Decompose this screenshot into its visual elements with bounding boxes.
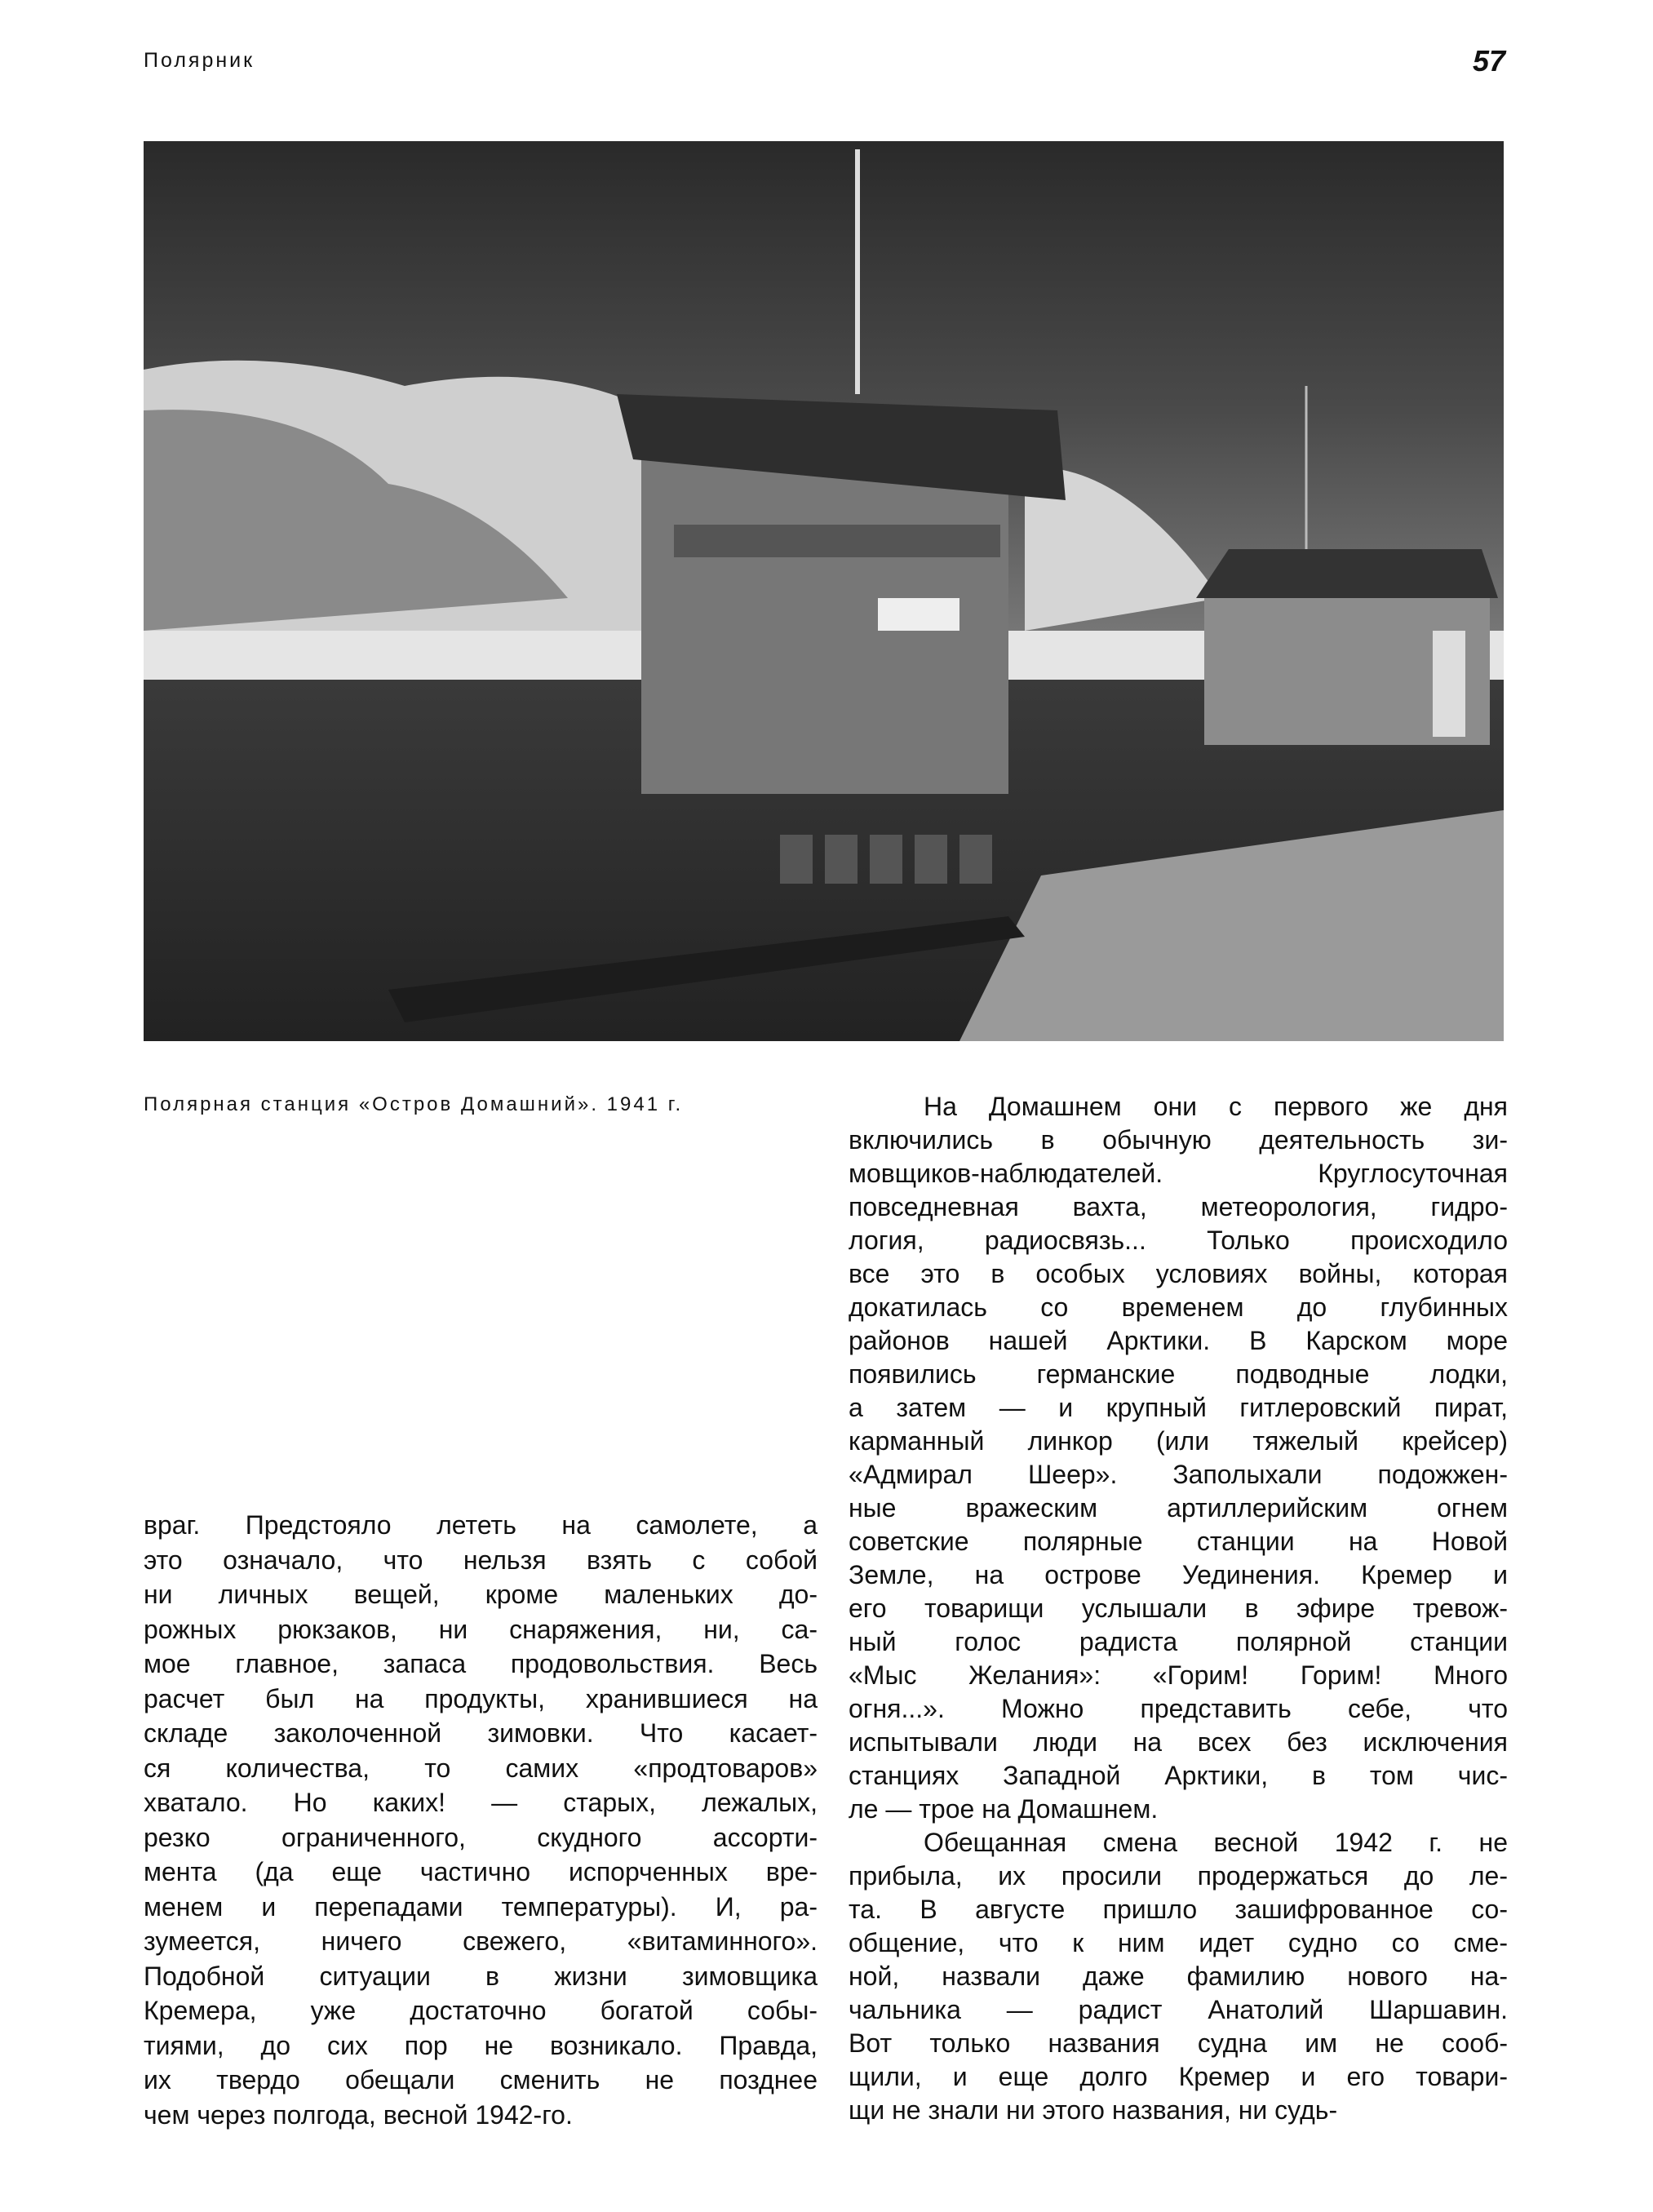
text-line: резко ограниченного, скудного ассорти-: [144, 1822, 818, 1852]
page-number: 57: [1473, 44, 1506, 78]
text-line: повседневная вахта, метеорология, гидро-: [849, 1192, 1508, 1221]
right-text-column: [849, 1090, 1508, 2127]
text-line: советские полярные станции на Новой: [849, 1527, 1508, 1556]
text-line: районов нашей Арктики. В Карском море: [849, 1326, 1508, 1355]
text-line: щи не знали ни этого названия, ни судь-: [849, 2095, 1338, 2125]
text-line: испытывали люди на всех без исключения: [849, 1727, 1508, 1757]
text-line: карманный линкор (или тяжелый крейсер): [849, 1426, 1508, 1456]
text-line: Земле, на острове Уединения. Кремер и: [849, 1560, 1508, 1589]
text-line: их твердо обещали сменить не позднее: [144, 2065, 818, 2095]
photo-polar-station: [144, 141, 1504, 1041]
text-line: рожных рюкзаков, ни снаряжения, ни, са-: [144, 1614, 818, 1644]
text-line: Обещанная смена весной 1942 г. не: [924, 1828, 1508, 1857]
text-line: враг. Предстояло лететь на самолете, а: [144, 1510, 818, 1540]
text-line: ле — трое на Домашнем.: [849, 1794, 1159, 1824]
text-line: это означало, что нельзя взять с собой: [144, 1545, 818, 1575]
text-line: ной, назвали даже фамилию нового на-: [849, 1962, 1508, 1991]
text-line: щили, и еще долго Кремер и его товари-: [849, 2062, 1508, 2091]
text-line: ся количества, то самих «продтоваров»: [144, 1753, 818, 1783]
text-line: прибыла, их просили продержаться до ле-: [849, 1861, 1508, 1891]
text-line: Вот только названия судна им не сооб-: [849, 2028, 1508, 2058]
text-line: хватало. Но каких! — старых, лежалых,: [144, 1788, 818, 1817]
photo-caption: Полярная станция «Остров Домашний». 1941 г.: [144, 1093, 684, 1115]
text-line: мое главное, запаса продовольствия. Весь: [144, 1649, 818, 1678]
text-line: Подобной ситуации в жизни зимовщика: [144, 1961, 818, 1991]
text-line: «Адмирал Шеер». Заполыхали подожжен-: [849, 1460, 1508, 1489]
text-line: расчет был на продукты, хранившиеся на: [144, 1683, 818, 1713]
text-line: станциях Западной Арктики, в том чис-: [849, 1761, 1508, 1790]
text-line: докатилась со временем до глубинных: [849, 1292, 1508, 1322]
text-line: а затем — и крупный гитлеровский пират,: [849, 1393, 1508, 1422]
text-line: мовщиков-наблюдателей. Круглосуточная: [849, 1159, 1508, 1188]
text-line: чем через полгода, весной 1942-го.: [144, 2099, 573, 2130]
text-line: чальника — радист Анатолий Шаршавин.: [849, 1995, 1508, 2024]
polar-station-photo-image: [144, 141, 1504, 1041]
text-line: включились в обычную деятельность зи-: [849, 1125, 1508, 1155]
text-line: ные вражеским артиллерийским огнем: [849, 1493, 1508, 1523]
text-line: тиями, до сих пор не возникало. Правда,: [144, 2030, 818, 2060]
text-line: зумеется, ничего свежего, «витаминного».: [144, 1926, 818, 1956]
text-line: «Мыс Желания»: «Горим! Горим! Много: [849, 1660, 1508, 1690]
text-line: та. В августе пришло зашифрованное со-: [849, 1895, 1508, 1924]
text-line: ный голос радиста полярной станции: [849, 1627, 1508, 1656]
text-line: менем и перепадами температуры). И, ра-: [144, 1891, 818, 1922]
text-line: все это в особых условиях войны, которая: [849, 1259, 1508, 1288]
text-line: огня...». Можно представить себе, что: [849, 1694, 1508, 1723]
text-line: логия, радиосвязь... Только происходило: [849, 1226, 1508, 1255]
text-line: мента (да еще частично испорченных вре-: [144, 1857, 818, 1886]
text-line: На Домашнем они с первого же дня: [924, 1092, 1508, 1121]
text-line: общение, что к ним идет судно со сме-: [849, 1928, 1508, 1957]
running-title: Полярник: [144, 49, 255, 72]
text-line: его товарищи услышали в эфире тревож-: [849, 1594, 1508, 1623]
text-line: Кремера, уже достаточно богатой собы-: [144, 1996, 818, 2025]
text-line: появились германские подводные лодки,: [849, 1359, 1508, 1389]
left-text-column: [144, 1508, 818, 2132]
text-line: ни личных вещей, кроме маленьких до-: [144, 1580, 818, 1609]
text-line: складе заколоченной зимовки. Что касает-: [144, 1718, 818, 1748]
